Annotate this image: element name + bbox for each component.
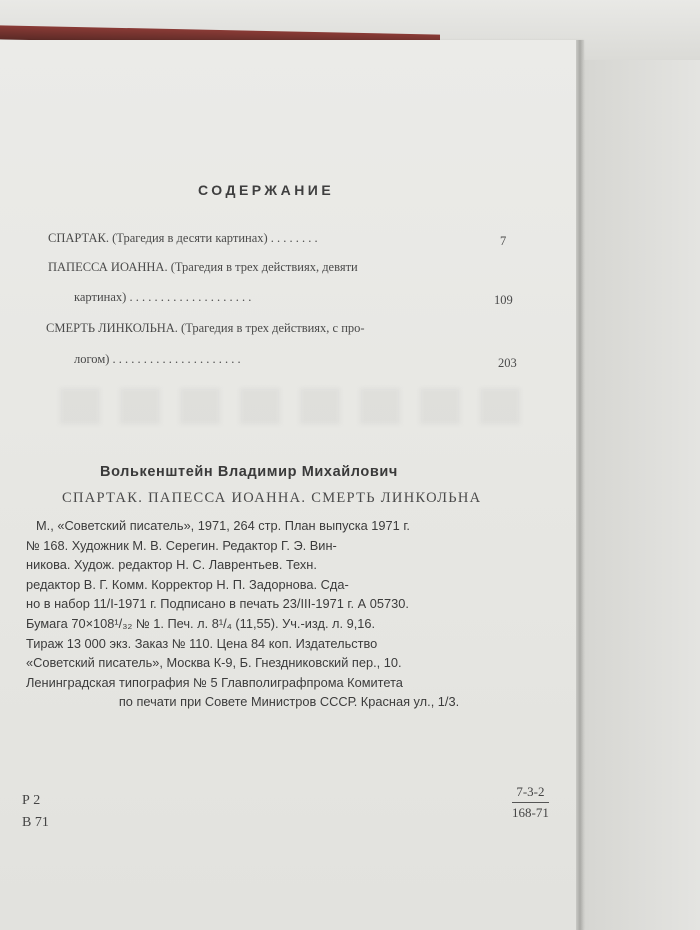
imprint-line: Бумага 70×108¹/₃₂ № 1. Печ. л. 8¹/₄ (11,55). Уч.-изд. л. 9,16. (26, 615, 376, 631)
contents-heading: СОДЕРЖАНИЕ (198, 182, 335, 198)
author-name: Волькенштейн Владимир Михайлович (100, 464, 398, 480)
catalog-code-denominator: 168-71 (512, 805, 549, 820)
works-titles: СПАРТАК. ПАПЕССА ИОАННА. СМЕРТЬ ЛИНКОЛЬНА (62, 490, 482, 506)
imprint-block (26, 516, 552, 712)
toc-entry-papessa-line-1: ПАПЕССА ИОАННА. (Трагедия в трех действиях, девяти (48, 260, 358, 274)
catalog-code-p: Р 2 (22, 793, 41, 808)
catalog-code-right (512, 784, 549, 821)
catalog-code-left (22, 790, 49, 834)
book-gutter (576, 40, 584, 930)
toc-entry-spartak-line-1: СПАРТАК. (Трагедия в десяти картинах) . . . . . . . . (48, 231, 318, 245)
imprint-line: Ленинградская типография № 5 Главполиграфпрома Комитета (26, 674, 403, 690)
imprint-line: «Советский писатель», Москва К-9, Б. Гнездниковский пер., 10. (26, 655, 402, 671)
toc-entry-spartak-page: 7 (500, 234, 507, 248)
toc-entry-papessa-line-2: картинах) . . . . . . . . . . . . . . . . . . . . (74, 290, 252, 304)
toc-entry-lincoln-line-1: СМЕРТЬ ЛИНКОЛЬНА. (Трагедия в трех действиях, с про- (46, 321, 365, 335)
imprint-line: М., «Советский писатель», 1971, 264 стр. План выпуска 1971 г. (36, 518, 410, 533)
imprint-line: Тираж 13 000 экз. Заказ № 110. Цена 84 коп. Издательство (26, 635, 378, 651)
book-page (0, 40, 582, 930)
toc-entry-lincoln-page: 203 (498, 356, 517, 370)
imprint-line: редактор В. Г. Комм. Корректор Н. П. Задорнова. Сда- (26, 576, 349, 592)
toc-entry-lincoln-line-2: логом) . . . . . . . . . . . . . . . . . . . . . (74, 352, 241, 366)
imprint-line: но в набор 11/I-1971 г. Подписано в печать 23/III-1971 г. А 05730. (26, 596, 409, 612)
facing-page (584, 60, 700, 930)
show-through-print (60, 388, 520, 424)
imprint-line: никова. Худож. редактор Н. С. Лаврентьев. Техн. (26, 557, 317, 573)
catalog-code-b: В 71 (22, 815, 49, 830)
toc-entry-papessa-page: 109 (494, 293, 513, 307)
imprint-line: № 168. Художник М. В. Серегин. Редактор Г. Э. Вин- (26, 537, 337, 553)
imprint-line: по печати при Совете Министров СССР. Красная ул., 1/3. (118, 694, 460, 710)
catalog-code-numerator: 7-3-2 (512, 784, 549, 803)
